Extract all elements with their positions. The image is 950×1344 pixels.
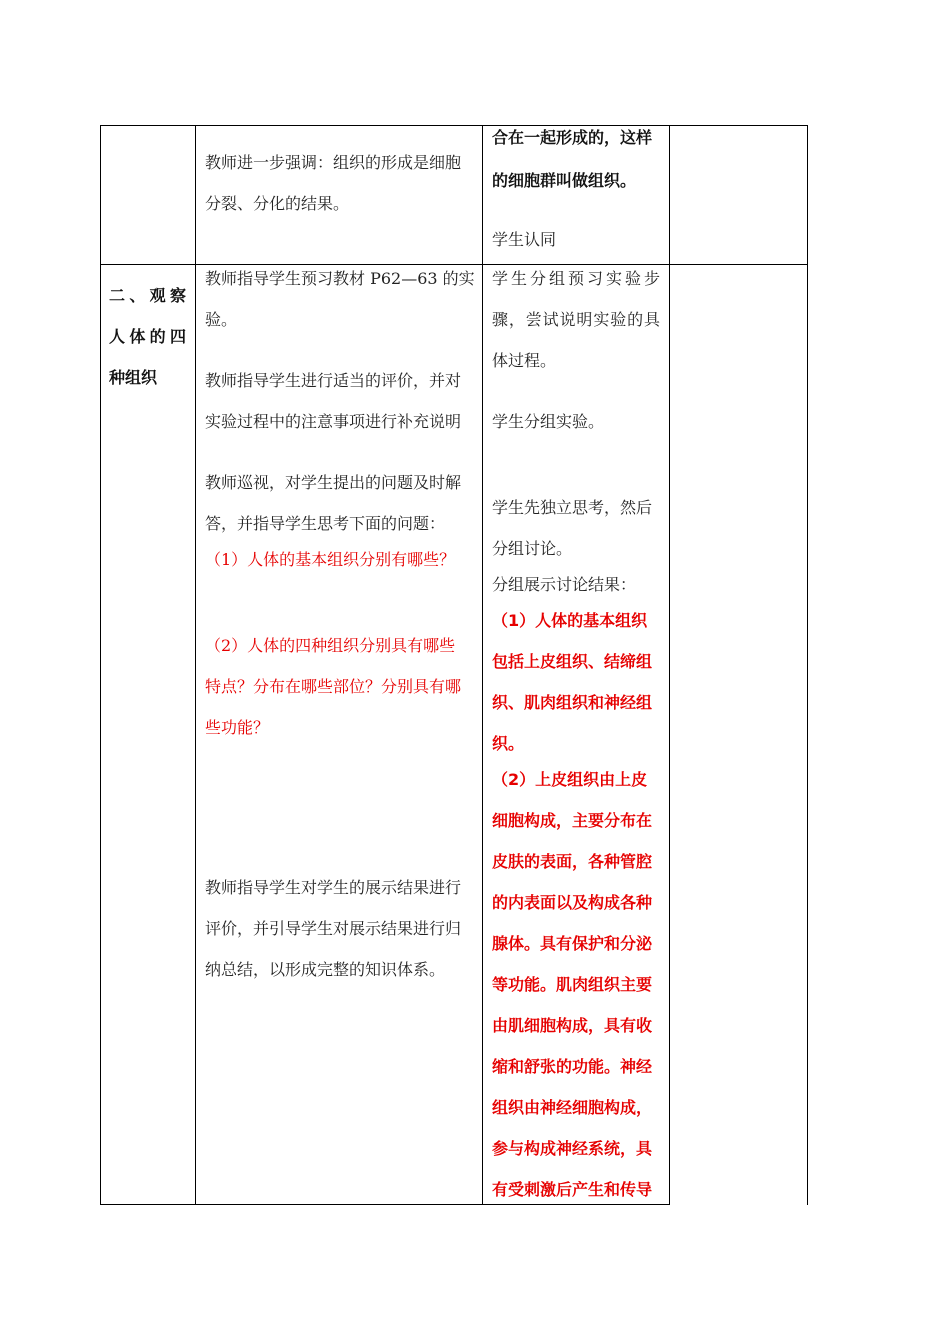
- question-2-line-1: （2）人体的四种组织分别具有哪些: [205, 636, 456, 655]
- teacher-summary-line-3: 纳总结，以形成完整的知识体系。: [205, 960, 446, 979]
- teacher-preview-line-1: 教师指导学生预习教材 P62—63 的实: [205, 269, 475, 288]
- answer-2-line-5: 腺体。具有保护和分泌: [492, 934, 653, 953]
- table-right-border: [807, 125, 808, 1205]
- teacher-summary-line-2: 评价，并引导学生对展示结果进行归: [205, 919, 462, 938]
- section-title-line-3: 种组织: [109, 368, 158, 387]
- column-divider-1: [195, 125, 196, 1205]
- teacher-evaluate-line-1: 教师指导学生进行适当的评价，并对: [205, 371, 462, 390]
- column-divider-2: [482, 125, 483, 1205]
- answer-2-line-10: 参与构成神经系统，具: [492, 1139, 653, 1158]
- answer-1-line-4: 织。: [492, 734, 525, 753]
- table-top-border: [100, 125, 808, 126]
- student-conclusion-line-1: 合在一起形成的，这样: [492, 128, 653, 147]
- answer-2-line-2: 细胞构成，主要分布在: [492, 811, 653, 830]
- student-conclusion-line-2: 的细胞群叫做组织。: [492, 171, 637, 190]
- teacher-emphasis-line-1: 教师进一步强调：组织的形成是细胞: [205, 153, 462, 172]
- teacher-patrol-line-1: 教师巡视，对学生提出的问题及时解: [205, 473, 462, 492]
- student-present: 分组展示讨论结果：: [492, 575, 637, 594]
- answer-2-line-8: 缩和舒张的功能。神经: [492, 1057, 653, 1076]
- question-1: （1）人体的基本组织分别有哪些？: [205, 550, 456, 569]
- teacher-summary-line-1: 教师指导学生对学生的展示结果进行: [205, 878, 462, 897]
- answer-2-line-3: 皮肤的表面，各种管腔: [492, 852, 653, 871]
- answer-2-line-7: 由肌细胞构成，具有收: [492, 1016, 653, 1035]
- answer-1-line-1: （1）人体的基本组织: [492, 611, 648, 630]
- question-2-line-3: 些功能？: [205, 718, 270, 737]
- student-think-line-1: 学生先独立思考，然后: [492, 498, 653, 517]
- answer-2-line-1: （2）上皮组织由上皮: [492, 770, 648, 789]
- student-experiment: 学生分组实验。: [492, 412, 605, 431]
- student-think-line-2: 分组讨论。: [492, 539, 573, 558]
- section-title-line-2: 人体的四: [109, 327, 186, 346]
- answer-2-line-11: 有受刺激后产生和传导: [492, 1180, 653, 1199]
- student-preview-line-3: 体过程。: [492, 351, 557, 370]
- answer-2-line-6: 等功能。肌肉组织主要: [492, 975, 653, 994]
- answer-1-line-3: 织、肌肉组织和神经组: [492, 693, 653, 712]
- student-agree: 学生认同: [492, 230, 557, 249]
- table-left-border: [100, 125, 101, 1205]
- student-preview-line-1: 学生分组预习实验步: [492, 269, 660, 288]
- teacher-preview-line-2: 验。: [205, 310, 238, 329]
- answer-2-line-9: 组织由神经细胞构成，: [492, 1098, 653, 1117]
- answer-2-line-4: 的内表面以及构成各种: [492, 893, 653, 912]
- teacher-emphasis-line-2: 分裂、分化的结果。: [205, 194, 350, 213]
- column-divider-3: [669, 125, 670, 1205]
- teacher-evaluate-line-2: 实验过程中的注意事项进行补充说明: [205, 412, 462, 431]
- question-2-line-2: 特点？分布在哪些部位？分别具有哪: [205, 677, 462, 696]
- teacher-patrol-line-2: 答，并指导学生思考下面的问题：: [205, 514, 446, 533]
- section-title-line-1: 二、观察: [109, 286, 186, 305]
- student-preview-line-2: 骤，尝试说明实验的具: [492, 310, 660, 329]
- answer-1-line-2: 包括上皮组织、结缔组: [492, 652, 653, 671]
